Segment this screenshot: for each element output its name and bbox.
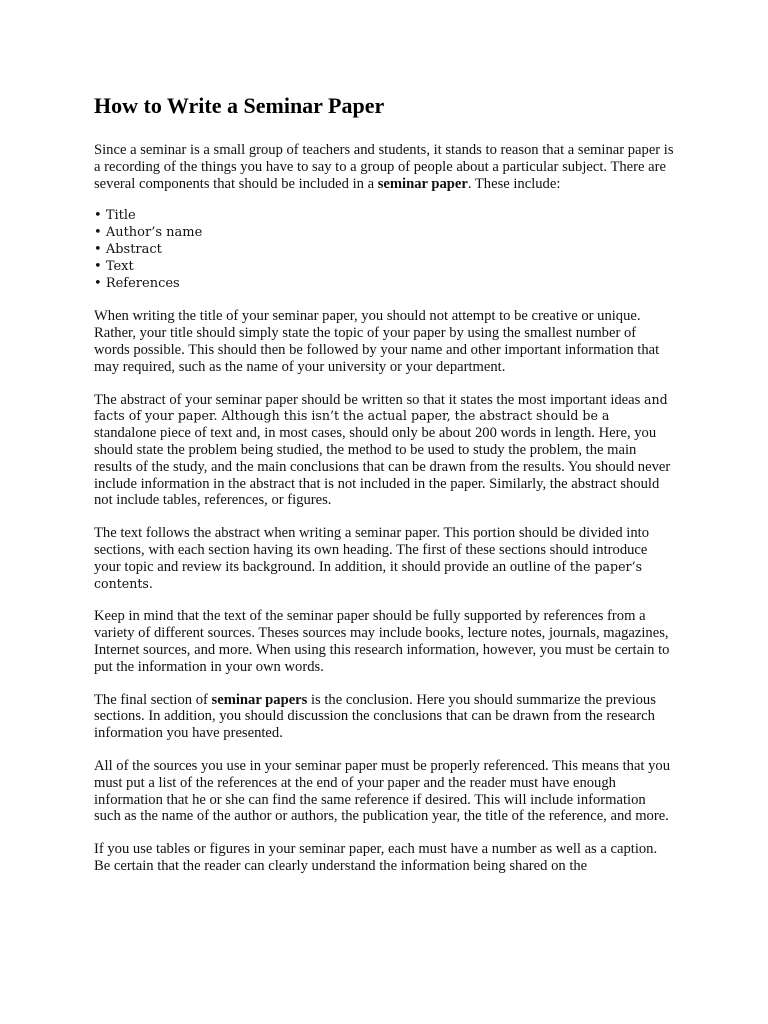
intro-text-end: . These include: <box>467 175 561 192</box>
document-title: How to Write a Seminar Paper <box>94 93 385 118</box>
references-paragraph: Keep in mind that the text of the seminar paper should be fully supported by references from a variety of different sources. Theses sources may include books, lecture notes, journals, magazines, Internet sources, and more. When using this research information, however, you must be certain to put the information in your own words. <box>94 608 670 675</box>
components-list <box>94 208 674 292</box>
document-page <box>94 92 674 891</box>
conclusion-paragraph <box>94 692 674 742</box>
conclusion-bold-term: seminar papers <box>211 691 308 708</box>
intro-paragraph <box>94 142 674 192</box>
intro-bold-term: seminar paper <box>377 175 468 192</box>
conclusion-text-end: is the conclusion. Here you should summarize the previous sections. In addition, you should discussion the conclusions that can be drawn from the research information you have presented. <box>94 691 656 742</box>
sources-paragraph: All of the sources you use in your seminar paper must be properly referenced. This means that you must put a list of the references at the end of your paper and the reader must have enough information that he or she can find the same reference if desired. This will include information such as the name of the author or authors, the publication year, the title of the reference, and more. <box>94 757 671 825</box>
title-paragraph: When writing the title of your seminar paper, you should not attempt to be creative or unique. Rather, your title should simply state the topic of your paper by using the smallest number of words possible. This should then be followed by your name and other important information that may required, such as the name of your university or your department. <box>94 308 660 375</box>
abstract-lead: The abstract of your seminar paper should be written so that it states the most important ideas <box>94 391 641 408</box>
list-item: • Abstract <box>94 242 674 259</box>
text-alt-font: the paper’s contents. <box>94 558 643 591</box>
abstract-alt-font: and facts of your paper. Although this isn’t the actual paper, the abstract should be a <box>94 391 668 424</box>
conclusion-text: The final section of <box>94 691 212 708</box>
list-item: • Title <box>94 208 674 225</box>
abstract-rest: standalone piece of text and, in most cases, should only be about 200 words in length. Here, you should state the problem being studied, the method to be used to study the problem, the main results of the study, and the main conclusions that can be drawn from the results. You should never include information in the abstract that is not included in the paper. Similarly, the abstract should not include tables, references, or figures. <box>94 425 671 509</box>
abstract-paragraph <box>94 392 674 510</box>
tables-paragraph: If you use tables or figures in your seminar paper, each must have a number as well as a caption. Be certain that the reader can clearly understand the information being shared on the <box>94 841 658 874</box>
list-item: • References <box>94 276 674 293</box>
list-item: • Text <box>94 259 674 276</box>
intro-text: Since a seminar is a small group of teachers and students, it stands to reason that a seminar paper is a recording of the things you have to say to a group of people about a particular subject. There are several components that should be included in a <box>94 142 674 192</box>
text-lead: The text follows the abstract when writing a seminar paper. This portion should be divided into sections, with each section having its own heading. The first of these sections should introduce your topic and review its background. In addition, it should provide an outline of <box>94 525 649 575</box>
list-item: • Author’s name <box>94 225 674 242</box>
text-paragraph <box>94 525 674 592</box>
